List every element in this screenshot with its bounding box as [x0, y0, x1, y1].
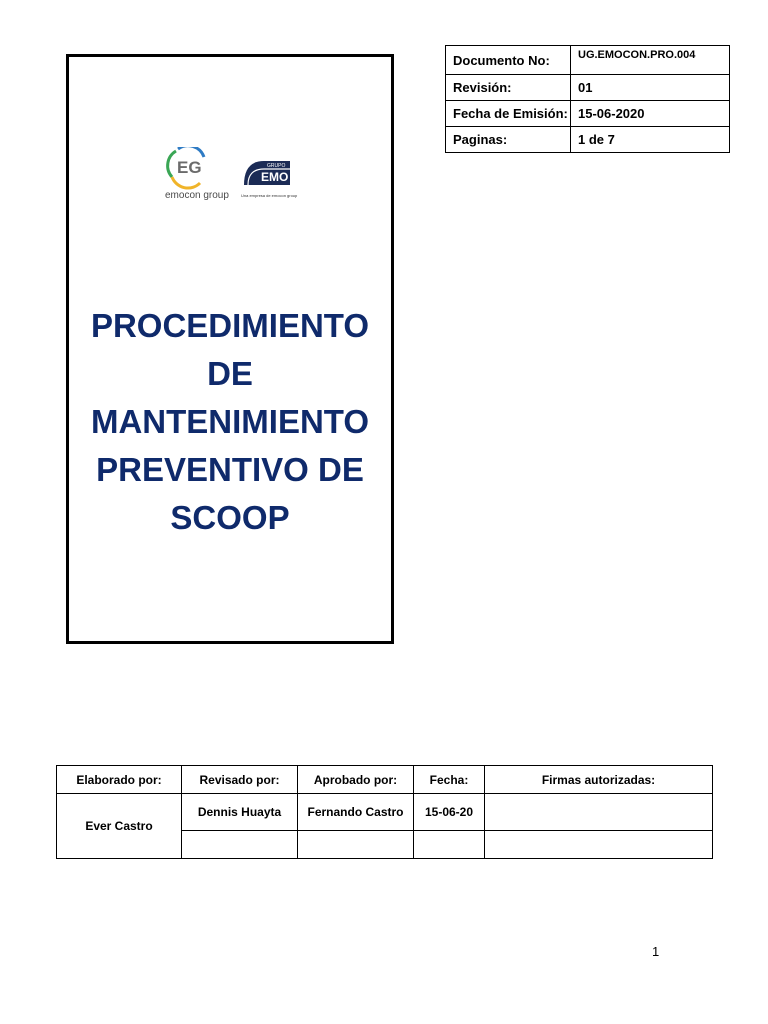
pages-label: Paginas:: [446, 127, 571, 153]
page-number: 1: [652, 944, 660, 959]
doc-number-row: [446, 46, 730, 75]
revisado-header: Revisado por:: [182, 766, 298, 794]
empty-cell: [182, 831, 298, 859]
pages-value: 1 de 7: [571, 127, 730, 153]
revisado-name: Dennis Huayta: [182, 794, 298, 831]
revision-label: Revisión:: [446, 75, 571, 101]
pages-row: [446, 127, 730, 153]
firmas-header: Firmas autorizadas:: [485, 766, 713, 794]
empty-cell: [414, 831, 485, 859]
fecha-value: 15-06-20: [414, 794, 485, 831]
empty-cell: [298, 831, 414, 859]
document-info-table: [445, 45, 730, 153]
revision-value: 01: [571, 75, 730, 101]
issue-date-value: 15-06-2020: [571, 101, 730, 127]
elaborado-header: Elaborado por:: [57, 766, 182, 794]
doc-number-value: UG.EMOCON.PRO.004: [571, 46, 730, 75]
signature-table: [56, 765, 713, 859]
cover-box: [66, 54, 394, 644]
revision-row: [446, 75, 730, 101]
document-title: [69, 302, 391, 542]
title-line: PROCEDIMIENTO: [90, 307, 370, 344]
emocon-wordmark: emocon group: [165, 190, 229, 201]
signature-header-row: [57, 766, 713, 794]
grupo-text: GRUPO: [267, 163, 286, 169]
fecha-header: Fecha:: [414, 766, 485, 794]
issue-date-label: Fecha de Emisión:: [446, 101, 571, 127]
title-line: DE: [207, 355, 253, 392]
signature-row: [57, 794, 713, 831]
grupo-emo-logo: [241, 161, 298, 198]
elaborado-name: Ever Castro: [57, 794, 182, 859]
issue-date-row: [446, 101, 730, 127]
company-logos: [164, 147, 299, 207]
aprobado-header: Aprobado por:: [298, 766, 414, 794]
empty-cell: [485, 831, 713, 859]
title-line: SCOOP: [170, 499, 290, 536]
eg-mark: EG: [177, 158, 202, 177]
doc-number-label: Documento No:: [446, 46, 571, 75]
emo-tagline: Una empresa de emocon group: [241, 193, 298, 198]
firmas-cell: [485, 794, 713, 831]
title-line: MANTENIMIENTO: [90, 403, 370, 440]
aprobado-name: Fernando Castro: [298, 794, 414, 831]
title-line: PREVENTIVO DE: [96, 451, 364, 488]
emo-mark: EMO: [261, 170, 289, 184]
emocon-group-logo: [165, 147, 229, 201]
